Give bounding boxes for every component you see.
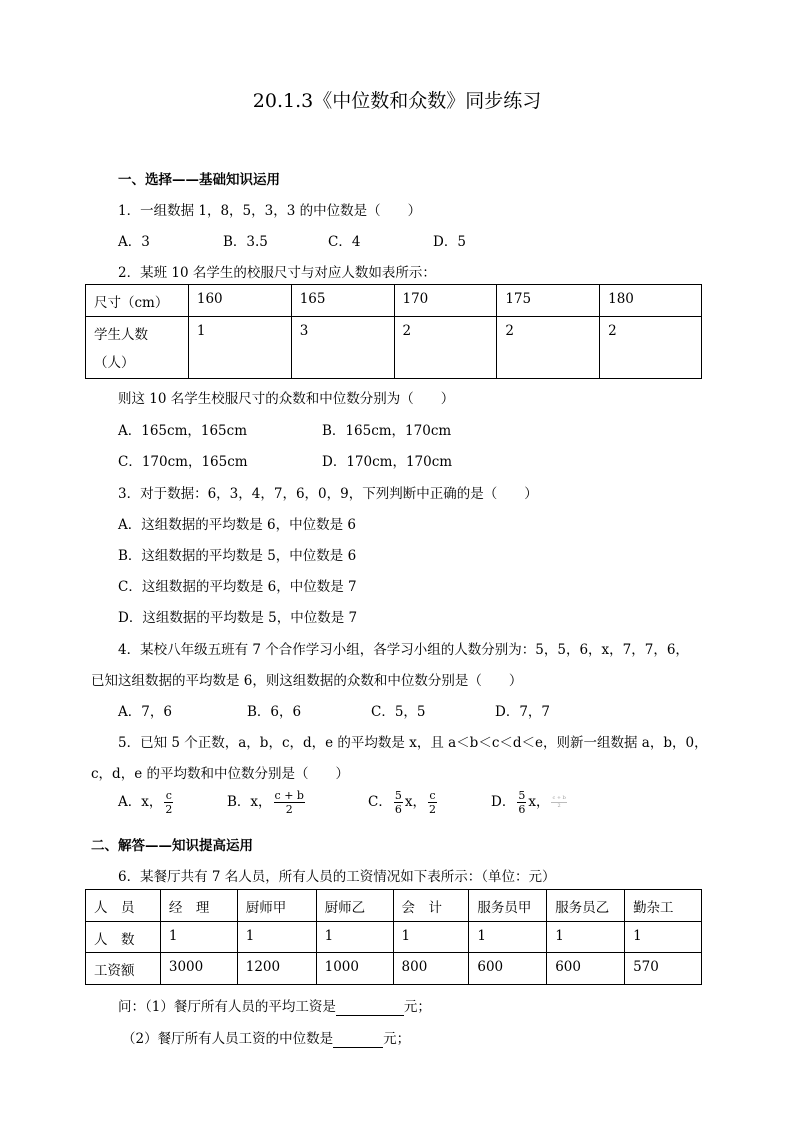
salary-table bbox=[85, 889, 702, 985]
table-row bbox=[86, 285, 702, 317]
table-cell: 1200 bbox=[237, 953, 316, 985]
table-cell: 厨师乙 bbox=[316, 890, 393, 922]
question-4-option-b: B．6，6 bbox=[247, 704, 302, 720]
table-cell: 1 bbox=[469, 922, 547, 953]
table-cell: 厨师甲 bbox=[237, 890, 316, 922]
table-cell: 2 bbox=[600, 317, 702, 379]
table-cell: 570 bbox=[625, 953, 702, 985]
table-cell: 尺寸（cm） bbox=[86, 285, 189, 317]
fraction-numerator: 5 bbox=[518, 789, 526, 802]
table-cell: 600 bbox=[469, 953, 547, 985]
question-3-option-a: A．这组数据的平均数是 6，中位数是 6 bbox=[118, 517, 357, 533]
page-title: 20.1.3《中位数和众数》同步练习 bbox=[252, 90, 542, 112]
table-cell: 服务员甲 bbox=[469, 890, 547, 922]
question-4-stem-line-1: 4．某校八年级五班有 7 个合作学习小组，各学习小组的人数分别为：5，5，6，x，7，7，6， bbox=[118, 642, 689, 658]
question-4-option-d: D．7，7 bbox=[495, 704, 551, 720]
question-5-option-d bbox=[491, 789, 569, 816]
question-3-option-d: D．这组数据的平均数是 5，中位数是 7 bbox=[118, 610, 358, 626]
question-3-option-b: B．这组数据的平均数是 5，中位数是 6 bbox=[118, 548, 357, 564]
fraction-denominator: 2 bbox=[428, 803, 436, 816]
table-cell: 1 bbox=[188, 317, 291, 379]
fraction-c-over-2 bbox=[428, 789, 437, 816]
fraction-denominator: 6 bbox=[518, 803, 526, 816]
fraction-numerator: 5 bbox=[394, 789, 402, 802]
question-4-option-c: C．5，5 bbox=[371, 704, 426, 720]
table-cell: 勤杂工 bbox=[625, 890, 702, 922]
table-cell: 会 计 bbox=[393, 890, 469, 922]
answer-blank[interactable] bbox=[336, 999, 404, 1016]
fraction-numerator: c + b bbox=[552, 795, 566, 801]
table-cell: 1 bbox=[237, 922, 316, 953]
variable-x: x， bbox=[404, 794, 426, 810]
question-1-option-d: D．5 bbox=[433, 234, 466, 250]
row-label-line: 学生人数 bbox=[94, 327, 148, 343]
question-1-option-c: C．4 bbox=[328, 234, 361, 250]
question-3-option-c: C．这组数据的平均数是 6，中位数是 7 bbox=[118, 579, 357, 595]
fraction-numerator: c bbox=[429, 789, 436, 802]
table-cell: 180 bbox=[600, 285, 702, 317]
table-row bbox=[86, 317, 702, 379]
fraction-denominator: 2 bbox=[557, 803, 561, 809]
table-cell: 1 bbox=[625, 922, 702, 953]
table-cell: 170 bbox=[394, 285, 497, 317]
fraction-cb-over-2-small bbox=[551, 795, 566, 810]
question-4-option-a: A．7，6 bbox=[118, 704, 172, 720]
question-1-option-b: B．3.5 bbox=[223, 234, 268, 250]
question-5-stem-line-1: 5．已知 5 个正数，a，b，c，d，e 的平均数是 x，且 a＜b＜c＜d＜e，则新一组数据 a，b，0， bbox=[118, 735, 708, 751]
unit-text: 元； bbox=[403, 999, 431, 1015]
table-cell: 人 数 bbox=[86, 922, 161, 953]
table-cell: 1 bbox=[393, 922, 469, 953]
table-cell: 1000 bbox=[316, 953, 393, 985]
unit-text: 元； bbox=[383, 1031, 411, 1047]
table-cell: 经 理 bbox=[160, 890, 237, 922]
row-label-line: （人） bbox=[94, 355, 135, 371]
question-5-stem-line-2: c，d，e 的平均数和中位数分别是（ ） bbox=[91, 766, 349, 782]
table-cell: 175 bbox=[497, 285, 600, 317]
question-6-stem: 6．某餐厅共有 7 名人员，所有人员的工资情况如下表所示：（单位：元） bbox=[118, 869, 556, 885]
table-cell: 1 bbox=[547, 922, 625, 953]
section-heading-choice: 一、选择——基础知识运用 bbox=[118, 172, 280, 188]
sub-question-text: （2）餐厅所有人员工资的中位数是 bbox=[122, 1031, 334, 1047]
question-5-option-a bbox=[118, 789, 175, 816]
table-cell: 3000 bbox=[160, 953, 237, 985]
option-prefix: B．x， bbox=[227, 794, 272, 810]
fraction-5-over-6 bbox=[394, 789, 403, 816]
table-cell: 3 bbox=[291, 317, 394, 379]
fraction-numerator: c + b bbox=[274, 789, 304, 802]
option-prefix: A．x， bbox=[118, 794, 163, 810]
option-prefix: C． bbox=[368, 794, 392, 810]
fraction-denominator: 6 bbox=[394, 803, 402, 816]
table-cell: 2 bbox=[394, 317, 497, 379]
fraction-cb-over-2 bbox=[274, 789, 305, 816]
table-cell: 1 bbox=[160, 922, 237, 953]
table-cell: 800 bbox=[393, 953, 469, 985]
question-6-sub-1 bbox=[118, 995, 431, 1016]
question-2-option-a: A．165cm，165cm bbox=[118, 423, 248, 439]
fraction-denominator: 2 bbox=[285, 803, 293, 816]
table-cell: 1 bbox=[316, 922, 393, 953]
sub-question-text: 问：（1）餐厅所有人员的平均工资是 bbox=[118, 999, 336, 1015]
table-cell: 服务员乙 bbox=[547, 890, 625, 922]
table-row bbox=[86, 922, 702, 953]
option-prefix: D． bbox=[491, 794, 516, 810]
question-2-option-c: C．170cm，165cm bbox=[118, 454, 248, 470]
table-cell: 工资额 bbox=[86, 953, 161, 985]
section-heading-solution: 二、解答——知识提高运用 bbox=[91, 838, 253, 854]
variable-x: x， bbox=[528, 794, 550, 810]
question-3-stem: 3．对于数据：6，3，4，7，6，0，9，下列判断中正确的是（ ） bbox=[118, 486, 538, 502]
table-cell: 165 bbox=[291, 285, 394, 317]
fraction-numerator: c bbox=[165, 789, 172, 802]
table-cell bbox=[86, 317, 189, 379]
question-2-option-b: B．165cm，170cm bbox=[322, 423, 452, 439]
table-cell: 160 bbox=[188, 285, 291, 317]
table-cell: 600 bbox=[547, 953, 625, 985]
table-row bbox=[86, 953, 702, 985]
question-1-option-a: A．3 bbox=[118, 234, 150, 250]
fraction-c-over-2 bbox=[164, 789, 173, 816]
table-cell: 人 员 bbox=[86, 890, 161, 922]
fraction-5-over-6 bbox=[517, 789, 526, 816]
question-1-stem: 1．一组数据 1，8，5，3，3 的中位数是（ ） bbox=[118, 203, 422, 219]
question-6-sub-2 bbox=[122, 1027, 410, 1048]
question-2-stem: 2．某班 10 名学生的校服尺寸与对应人数如表所示： bbox=[118, 265, 436, 281]
question-5-option-b bbox=[227, 789, 307, 816]
table-cell: 2 bbox=[497, 317, 600, 379]
fraction-denominator: 2 bbox=[165, 803, 173, 816]
question-2-followup: 则这 10 名学生校服尺寸的众数和中位数分别为（ ） bbox=[118, 391, 455, 407]
question-4-stem-line-2: 已知这组数据的平均数是 6，则这组数据的众数和中位数分别是（ ） bbox=[91, 673, 523, 689]
question-5-option-c bbox=[368, 789, 439, 816]
answer-blank[interactable] bbox=[333, 1031, 383, 1048]
size-table bbox=[85, 284, 702, 379]
question-2-option-d: D．170cm，170cm bbox=[322, 454, 453, 470]
table-row bbox=[86, 890, 702, 922]
